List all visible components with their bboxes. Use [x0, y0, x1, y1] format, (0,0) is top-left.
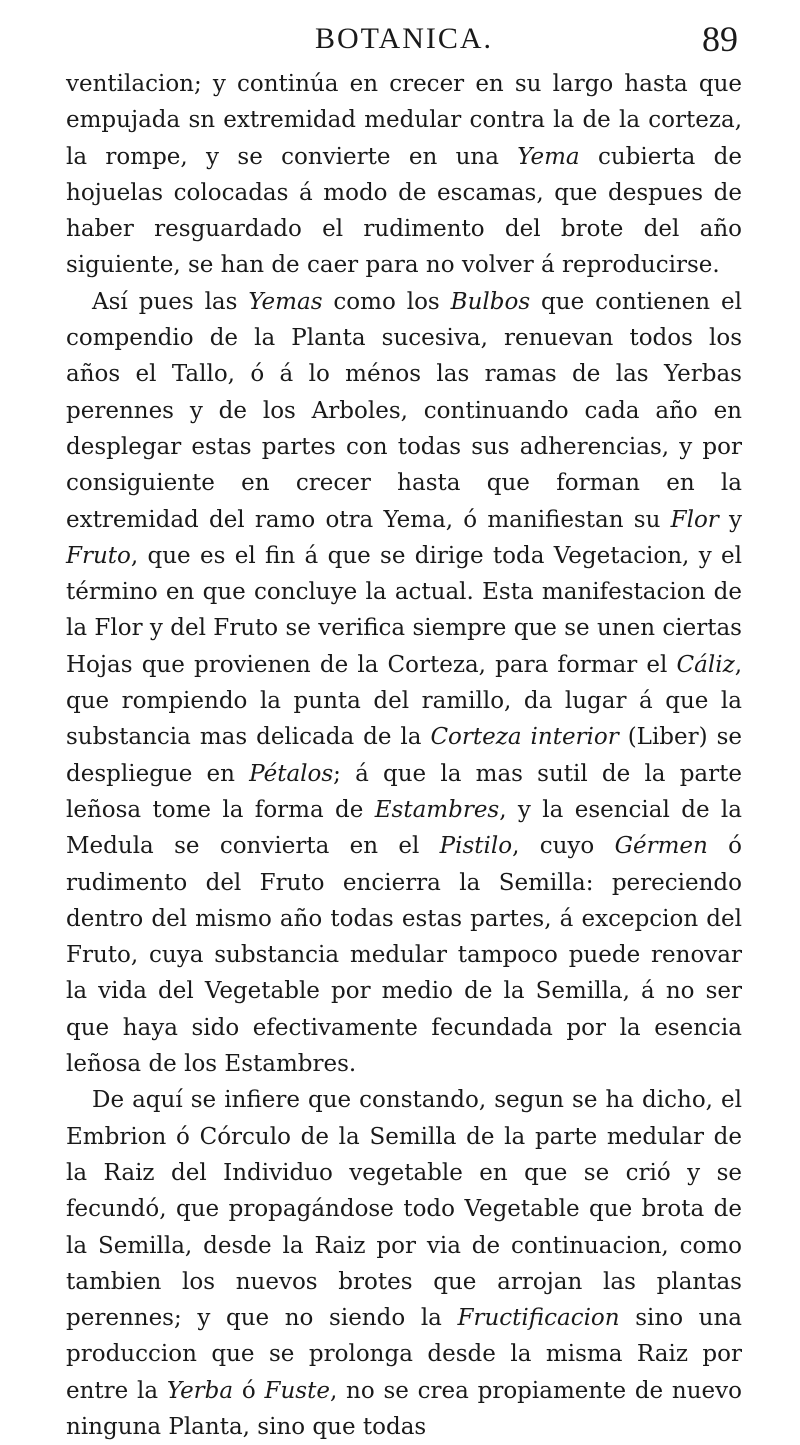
text-run: que contienen el compendio de la Planta sucesiva, renuevan todos los años el Tallo, ó á lo ménos las ramas de las Yerbas perennes y de los Arboles, continuando cada año en desplegar estas partes con todas sus adherencias, y por consiguiente en crecer hasta que forman en la extremidad del ramo otra Yema, ó manifiestan su [66, 288, 743, 533]
text-run: Así pues las [92, 288, 249, 315]
italic-term: Yema [517, 143, 580, 170]
text-run: , que es el fin á que se dirige toda Vegetacion, y el término en que concluye la actual. Esta manifestacion de la Flor y del Fruto se verifica siempre que se unen ciertas Hojas que provienen de la Corteza, para formar el [66, 542, 742, 678]
text-run: como los [322, 288, 451, 315]
italic-term: Bulbos [450, 288, 531, 315]
paragraph [66, 66, 742, 284]
italic-term: Gérmen [614, 833, 708, 860]
text-run: ó rudimento del Fruto encierra la Semilla: pereciendo dentro del mismo año todas estas partes, á excepcion del Fruto, cuya substancia medular tampoco puede renovar la vida del Vegetable por medio de la Semilla, á no ser que haya sido efectivamente fecundada por la esencia leñosa de los Estambres. [66, 833, 742, 1078]
italic-term: Yemas [248, 288, 323, 315]
italic-term: Fruto [66, 542, 131, 569]
text-run: ó [233, 1377, 265, 1404]
text-run: cubierta de hojuelas colocadas á modo de escamas, que despues de haber resguardado el rudimento del brote del año siguiente, se han de caer para no volver á reproducirse. [66, 143, 742, 279]
text-run: sino una produccion que se prolonga desde la misma Raiz por entre la [66, 1305, 743, 1404]
italic-term: Estambres [374, 796, 500, 823]
text-run: y [718, 506, 742, 533]
text-run: , cuyo [512, 833, 615, 860]
italic-term: Pétalos [249, 760, 334, 787]
text-run: (Liber) se despliegue en [66, 724, 742, 787]
text-run: , no se crea propiamente de nuevo ninguna Planta, sino que todas [66, 1377, 742, 1440]
italic-term: Yerba [166, 1377, 234, 1404]
page-number: 89 [702, 19, 738, 59]
text-run: , que rompiendo la punta del ramillo, da lugar á que la substancia mas delicada de la [66, 651, 742, 751]
page-header [66, 14, 742, 66]
body-text [66, 66, 742, 1445]
italic-term: Fructificacion [457, 1305, 620, 1332]
text-run: ; á que la mas sutil de la parte leñosa tome la forma de [66, 760, 742, 823]
text-run: ventilacion; y continúa en crecer en su largo hasta que empujada sn extremidad medular contra la de la corteza, la rompe, y se convierte en una [66, 71, 742, 170]
paragraph [66, 1082, 742, 1445]
italic-term: Cáliz [676, 651, 735, 678]
running-title: BOTANICA. [314, 22, 494, 55]
italic-term: Corteza interior [430, 724, 619, 751]
paragraph [66, 284, 742, 1083]
text-run: De aquí se infiere que constando, segun se ha dicho, el Embrion ó Córculo de la Semilla de la parte medular de la Raiz del Individuo vegetable en que se crió y se fecundó, que propagándose todo Vegetable que brota de la Semilla, desde la Raiz por via de continuacion, como tambien los nuevos brotes que arrojan las plantas perennes; y que no siendo la [66, 1087, 742, 1332]
italic-term: Fuste [264, 1377, 330, 1404]
text-run: , y la esencial de la Medula se convierta en el [66, 796, 742, 860]
italic-term: Flor [670, 506, 719, 533]
italic-term: Pistilo [439, 833, 513, 860]
